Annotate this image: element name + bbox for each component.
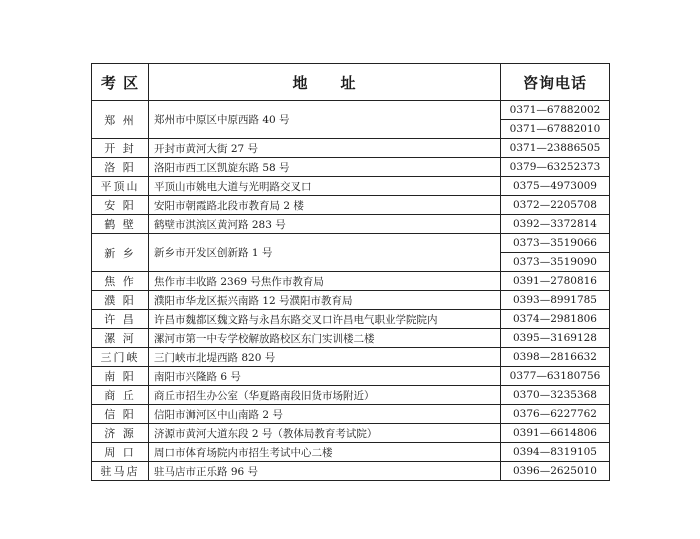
table-row <box>92 215 610 234</box>
region-cell: 济 源 <box>92 424 149 443</box>
region-cell: 洛 阳 <box>92 158 149 177</box>
phone-number: 0370—3235368 <box>513 389 597 401</box>
phone-cell <box>501 329 610 348</box>
phone-cell <box>501 386 610 405</box>
region-cell: 三门峡 <box>92 348 149 367</box>
phone-cell <box>501 348 610 367</box>
table-row <box>92 367 610 386</box>
phone-number: 0391—6614806 <box>513 427 597 439</box>
table-row <box>92 348 610 367</box>
phone-cell <box>501 443 610 462</box>
table-row <box>92 177 610 196</box>
table-header-row <box>92 64 610 101</box>
phone-number: 0398—2816632 <box>513 351 597 363</box>
address-cell: 驻马店市正乐路 96 号 <box>149 462 501 481</box>
phone-number: 0377—63180756 <box>509 370 601 382</box>
phone-number: 0379—63252373 <box>509 161 601 173</box>
table-row <box>92 272 610 291</box>
header-phone: 咨询电话 <box>501 64 610 101</box>
phone-cell <box>501 462 610 481</box>
phone-cell <box>501 158 610 177</box>
table-row <box>92 196 610 215</box>
region-cell: 开 封 <box>92 139 149 158</box>
address-cell: 周口市体育场院内市招生考试中心二楼 <box>149 443 501 462</box>
phone-number: 0374—2981806 <box>513 313 597 325</box>
phone-number: 0391—2780816 <box>513 275 597 287</box>
address-cell: 郑州市中原区中原西路 40 号 <box>149 101 501 139</box>
phone-cell <box>501 234 610 272</box>
phone-cell <box>501 367 610 386</box>
header-address: 地 址 <box>149 64 501 101</box>
region-cell: 许 昌 <box>92 310 149 329</box>
table-row <box>92 462 610 481</box>
header-region: 考 区 <box>92 64 149 101</box>
address-cell: 许昌市魏都区魏文路与永昌东路交叉口许昌电气职业学院院内 <box>149 310 501 329</box>
region-cell: 漯 河 <box>92 329 149 348</box>
region-cell: 平顶山 <box>92 177 149 196</box>
region-cell: 信 阳 <box>92 405 149 424</box>
phone-cell <box>501 291 610 310</box>
table-row <box>92 424 610 443</box>
table-row <box>92 329 610 348</box>
address-cell: 濮阳市华龙区振兴南路 12 号濮阳市教育局 <box>149 291 501 310</box>
address-cell: 商丘市招生办公室（华夏路南段旧货市场附近） <box>149 386 501 405</box>
address-cell: 开封市黄河大街 27 号 <box>149 139 501 158</box>
table-row <box>92 158 610 177</box>
region-cell: 新 乡 <box>92 234 149 272</box>
address-cell: 安阳市朝霞路北段市教育局 2 楼 <box>149 196 501 215</box>
address-cell: 三门峡市北堤西路 820 号 <box>149 348 501 367</box>
phone-cell <box>501 310 610 329</box>
table-row <box>92 139 610 158</box>
table-row <box>92 386 610 405</box>
phone-number: 0375—4973009 <box>513 180 597 192</box>
region-cell: 鹤 壁 <box>92 215 149 234</box>
table-row <box>92 405 610 424</box>
phone-cell <box>501 215 610 234</box>
phone-cell <box>501 424 610 443</box>
phone-cell <box>501 177 610 196</box>
table-row <box>92 443 610 462</box>
table-row <box>92 234 610 272</box>
phone-number: 0371—67882010 <box>501 119 609 138</box>
phone-number: 0376—6227762 <box>513 408 597 420</box>
address-cell: 新乡市开发区创新路 1 号 <box>149 234 501 272</box>
address-cell: 平顶山市姚电大道与光明路交叉口 <box>149 177 501 196</box>
phone-cell <box>501 272 610 291</box>
table-row <box>92 101 610 139</box>
address-cell: 漯河市第一中专学校解放路校区东门实训楼二楼 <box>149 329 501 348</box>
phone-number: 0395—3169128 <box>513 332 597 344</box>
address-cell: 济源市黄河大道东段 2 号（教体局教育考试院） <box>149 424 501 443</box>
address-cell: 焦作市丰收路 2369 号焦作市教育局 <box>149 272 501 291</box>
phone-number: 0373—3519066 <box>513 237 597 249</box>
phone-number: 0371—23886505 <box>509 142 601 154</box>
phone-cell <box>501 139 610 158</box>
table-row <box>92 310 610 329</box>
address-cell: 南阳市兴隆路 6 号 <box>149 367 501 386</box>
phone-number: 0372—2205708 <box>513 199 597 211</box>
phone-cell <box>501 196 610 215</box>
region-cell: 郑 州 <box>92 101 149 139</box>
region-cell: 南 阳 <box>92 367 149 386</box>
phone-cell <box>501 101 610 139</box>
phone-number: 0371—67882002 <box>509 104 601 116</box>
region-cell: 安 阳 <box>92 196 149 215</box>
table-row <box>92 291 610 310</box>
region-cell: 驻马店 <box>92 462 149 481</box>
phone-number: 0393—8991785 <box>513 294 597 306</box>
phone-cell <box>501 405 610 424</box>
region-cell: 焦 作 <box>92 272 149 291</box>
phone-number: 0392—3372814 <box>513 218 597 230</box>
region-cell: 周 口 <box>92 443 149 462</box>
exam-region-contact-table <box>91 63 610 481</box>
address-cell: 洛阳市西工区凯旋东路 58 号 <box>149 158 501 177</box>
phone-number: 0394—8319105 <box>513 446 597 458</box>
contact-table-document <box>91 63 609 481</box>
phone-number: 0373—3519090 <box>501 252 609 271</box>
address-cell: 鹤壁市淇滨区黄河路 283 号 <box>149 215 501 234</box>
phone-number: 0396—2625010 <box>513 465 597 477</box>
table-body <box>92 101 610 481</box>
address-cell: 信阳市浉河区中山南路 2 号 <box>149 405 501 424</box>
region-cell: 濮 阳 <box>92 291 149 310</box>
region-cell: 商 丘 <box>92 386 149 405</box>
